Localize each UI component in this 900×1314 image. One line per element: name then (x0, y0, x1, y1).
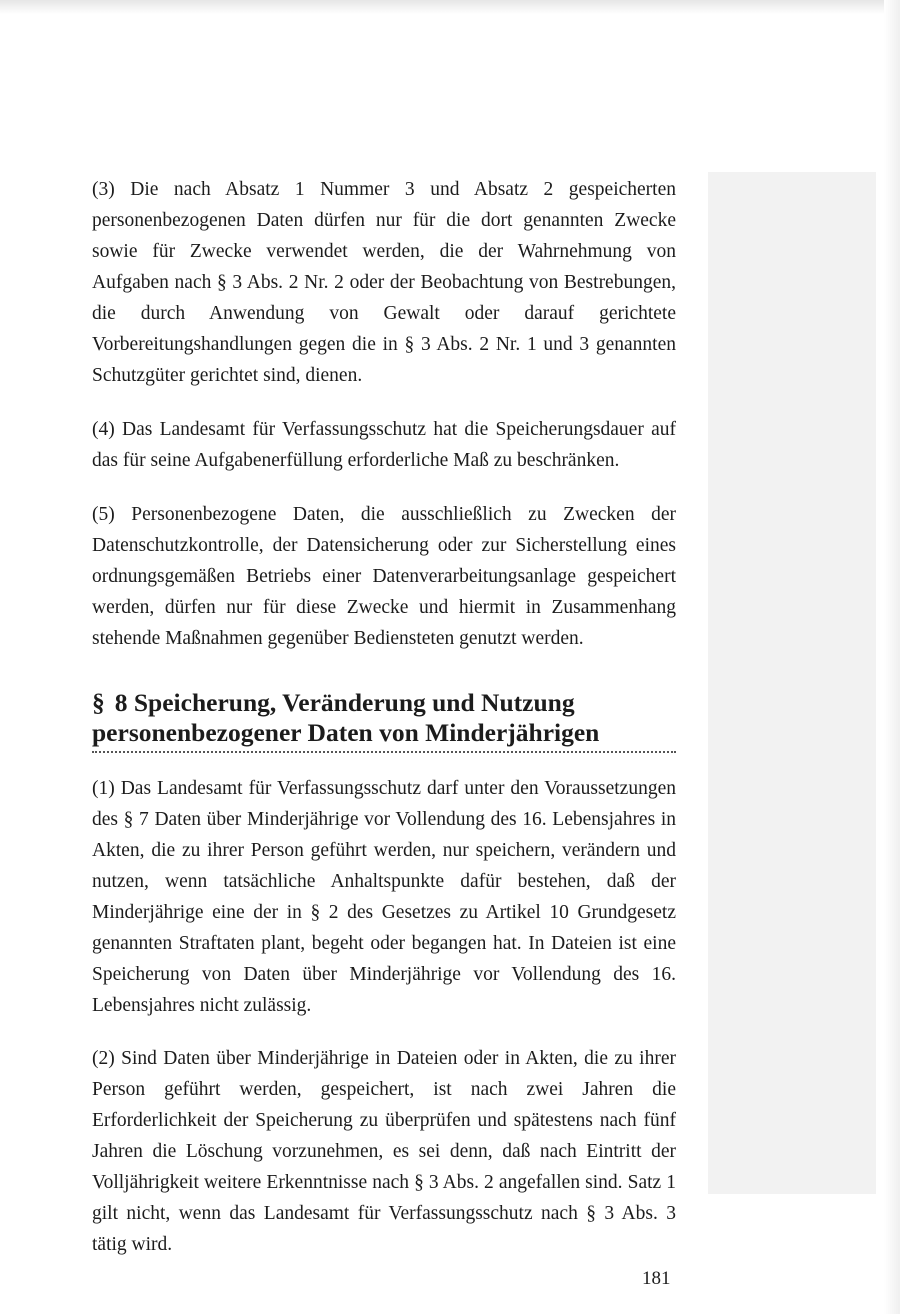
paragraph-3: (3) Die nach Absatz 1 Nummer 3 und Absatz 2 gespeicherten personenbezogenen Daten dürfen nur für die dort genannten Zwecke sowie für Zwecke verwendet werden, die der Wahrnehmung von Aufgaben nach § 3 Abs. 2 Nr. 2 oder der Beobachtung von Bestrebungen, die durch Anwendung von Gewalt oder darauf gerichtete Vorbereitungshandlungen gegen die in § 3 Abs. 2 Nr. 1 und 3 genannten Schutzgüter gerichtet sind, dienen. (92, 179, 676, 386)
section-8-paragraph-2: (2) Sind Daten über Minderjährige in Dateien oder in Akten, die zu ihrer Person geführt werden, gespeichert, ist nach zwei Jahren die Erforderlichkeit der Speicherung zu überprüfen und spätestens nach fünf Jahren die Löschung vorzunehmen, es sei denn, daß nach Eintritt der Volljährigkeit weitere Erkenntnisse nach § 3 Abs. 2 angefallen sind. Satz 1 gilt nicht, wenn das Landesamt für Verfassungsschutz nach § 3 Abs. 3 tätig wird. (92, 1048, 676, 1255)
page-top-edge (0, 0, 900, 14)
page-number: 181 (642, 1268, 671, 1289)
section-8-heading (92, 688, 676, 753)
section-symbol: § (92, 688, 105, 717)
section-8-title: 8 Speicherung, Veränderung und Nutzung personenbezogener Daten von Minderjährigen (92, 688, 600, 747)
margin-shade (708, 172, 876, 1194)
paragraph-4: (4) Das Landesamt für Verfassungsschutz hat die Speicherungsdauer auf das für seine Aufgabenerfüllung erforderliche Maß zu beschränken. (92, 419, 676, 471)
paragraph-5: (5) Personenbezogene Daten, die ausschließlich zu Zwecken der Datenschutzkontrolle, der Datensicherung oder zur Sicherstellung eines ordnungsgemäßen Betriebs einer Datenverarbeitungsanlage gespeichert werden, dürfen nur für diese Zwecke und hiermit in Zusammenhang stehende Maßnahmen gegenüber Bediensteten genutzt werden. (92, 504, 676, 649)
section-8-paragraph-1: (1) Das Landesamt für Verfassungsschutz darf unter den Voraussetzungen des § 7 Daten über Minderjährige vor Vollendung des 16. Lebensjahres in Akten, die zu ihrer Person geführt werden, nur speichern, verändern und nutzen, wenn tatsächliche Anhaltspunkte dafür bestehen, daß der Minderjährige eine der in § 2 des Gesetzes zu Artikel 10 Grundgesetz genannten Straftaten plant, begeht oder begangen hat. In Dateien ist eine Speicherung von Daten über Minderjährige vor Vollendung des 16. Lebensjahres nicht zulässig. (92, 778, 676, 1016)
document-body (92, 174, 676, 1282)
page-right-edge (884, 0, 900, 1314)
